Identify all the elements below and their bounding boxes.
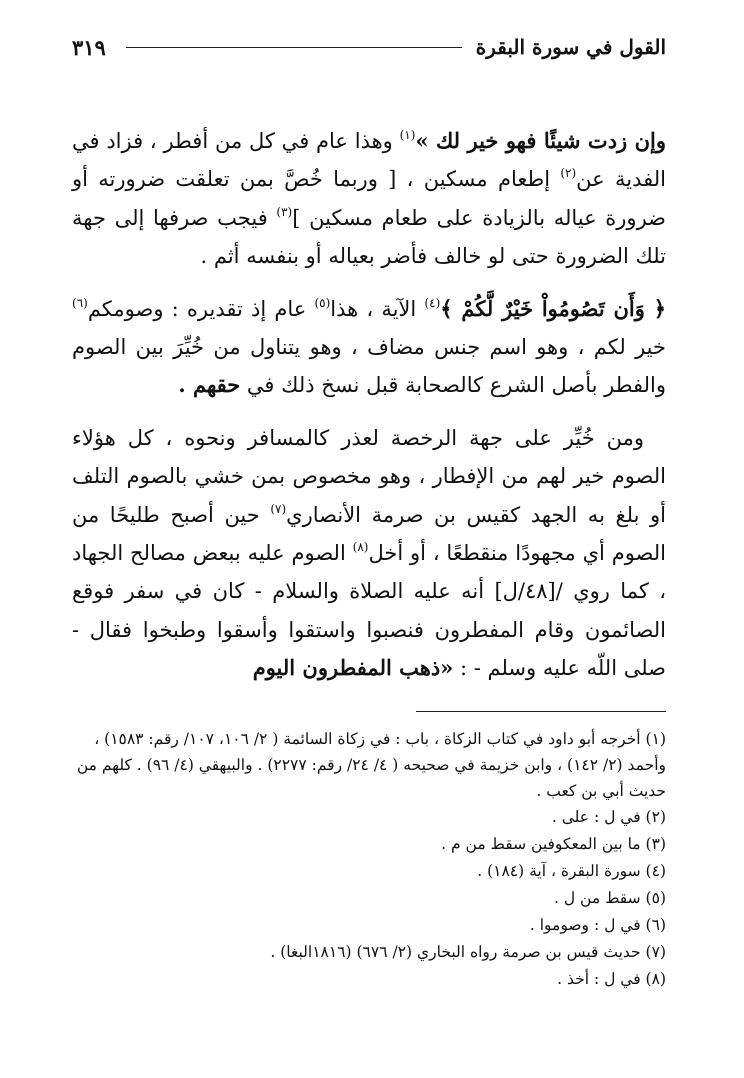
- page-header: [72, 30, 666, 64]
- hadith-quote-end: وإن زدت شيئًا فهو خير لك »: [415, 128, 667, 153]
- footnote-2: [72, 804, 666, 831]
- quran-verse: ﴿ وَأَن تَصُومُواْ خَيْرٌ لَّكُمْ ﴾: [440, 295, 667, 321]
- footnote-5: [72, 885, 666, 912]
- footnote-number: (٥): [645, 888, 666, 907]
- footnote-ref-4: (٤): [424, 295, 441, 310]
- paragraph-2-bold-end: حقهم .: [178, 372, 241, 398]
- paragraph-2: [72, 290, 666, 405]
- paragraph-2-text-c: خير لكم ، وهو اسم جنس مضاف ، وهو يتناول من خُيِّرَ بين الصوم والفطر بأصل الشرع كالصحابة قبل نسخ ذلك في: [72, 335, 666, 398]
- footnote-ref-8: (٨): [352, 540, 369, 555]
- footnote-text: في ل : أخذ .: [557, 969, 646, 988]
- paragraph-2-text-b: عام إذ تقديره : وصومكم: [87, 296, 315, 321]
- footnote-number: (٦): [645, 915, 666, 934]
- paragraph-1: [72, 122, 666, 276]
- footnote-text: في ل : على .: [551, 807, 646, 826]
- footnote-number: (٨): [645, 969, 666, 988]
- footnote-ref-6: (٦): [72, 295, 88, 310]
- running-title: القول في سورة البقرة: [475, 35, 666, 59]
- footnote-1: [72, 726, 666, 804]
- paragraph-2-text-a: الآية ، هذا: [330, 296, 425, 321]
- paragraph-1-text-b: إطعام مسكين ، [ وربما خُصَّ بمن تعلقت ضرورته أو ضرورة عياله بالزيادة على طعام مسكين ]: [72, 167, 666, 230]
- footnote-3: [72, 831, 666, 858]
- footnote-6: [72, 912, 666, 939]
- paragraph-3-text-c: الصوم عليه ببعض مصالح الجهاد ، كما روي /[٤٨/ل] أنه عليه الصلاة والسلام - كان في سفر فوقع الصائمون وقام المفطرون فنصبوا واستقوا وأسقوا وطبخوا فقال - صلى اللّه عليه وسلم - :: [72, 541, 666, 681]
- footnote-ref-5: (٥): [314, 295, 331, 310]
- paragraph-3-text-a: ومن خُيِّر على جهة الرخصة لعذر كالمسافر ونحوه ، كل هؤلاء الصوم خير لهم من الإفطار ، وهو مخصوص بمن خشي بالصوم التلف أو بلغ به الجهد كقيس بن صرمة الأنصاري: [72, 425, 666, 527]
- footnote-separator: [416, 711, 666, 712]
- footnote-number: (٢): [645, 807, 666, 826]
- footnote-number: (٧): [645, 942, 666, 961]
- footnote-number: (٣): [645, 834, 666, 853]
- footnote-text: حديث قيس بن صرمة رواه البخاري (٢/ ٦٧٦) (١٨١٦البغا) .: [270, 942, 646, 961]
- hadith-quote-start: «ذهب المفطرون اليوم: [252, 655, 454, 681]
- footnote-ref-1: (١): [399, 128, 416, 142]
- footnote-text: في ل : وصوموا .: [529, 915, 646, 934]
- footnote-number: (١): [645, 729, 666, 748]
- paragraph-1-text-a: وهذا عام في كل من أفطر ، فزاد في الفدية عن: [72, 129, 666, 192]
- page-number: ٣١٩: [72, 34, 106, 60]
- footnote-8: [72, 966, 666, 993]
- header-rule: [126, 47, 462, 48]
- footnote-4: [72, 858, 666, 885]
- footnote-ref-7: (٧): [270, 501, 287, 516]
- footnote-text: أخرجه أبو داود في كتاب الزكاة ، باب : في زكاة السائمة ( ٢/ ١٠٦، ١٠٧/ رقم: ١٥٨٣) ، وأحمد (٢/ ١٤٢) ، وابن خزيمة في صحيحه ( ٤/ ٢٤/ رقم: ٢٢٧٧) . والبيهقي (٤/ ٩٦) . كلهم من حديث أبي بن كعب .: [76, 729, 666, 800]
- paragraph-1-text-c: فيجب صرفها إلى جهة تلك الضرورة حتى لو خالف فأضر بعياله أو بنفسه أثم .: [72, 205, 666, 269]
- paragraph-3: [72, 419, 666, 688]
- footnote-text: سقط من ل .: [554, 888, 646, 907]
- footnote-ref-3: (٣): [276, 204, 293, 219]
- footnote-text: سورة البقرة ، آية (١٨٤) .: [477, 861, 646, 880]
- footnote-ref-2: (٢): [560, 166, 577, 181]
- footnote-text: ما بين المعكوفين سقط من م .: [441, 834, 646, 853]
- footnote-7: [72, 939, 666, 966]
- footnote-number: (٤): [645, 861, 666, 880]
- footnotes: [72, 726, 666, 993]
- paragraph-3-text-b: حين أصبح طليحًا من الصوم أي مجهودًا منقطعًا ، أو أخل: [72, 502, 666, 566]
- main-text: [72, 122, 666, 688]
